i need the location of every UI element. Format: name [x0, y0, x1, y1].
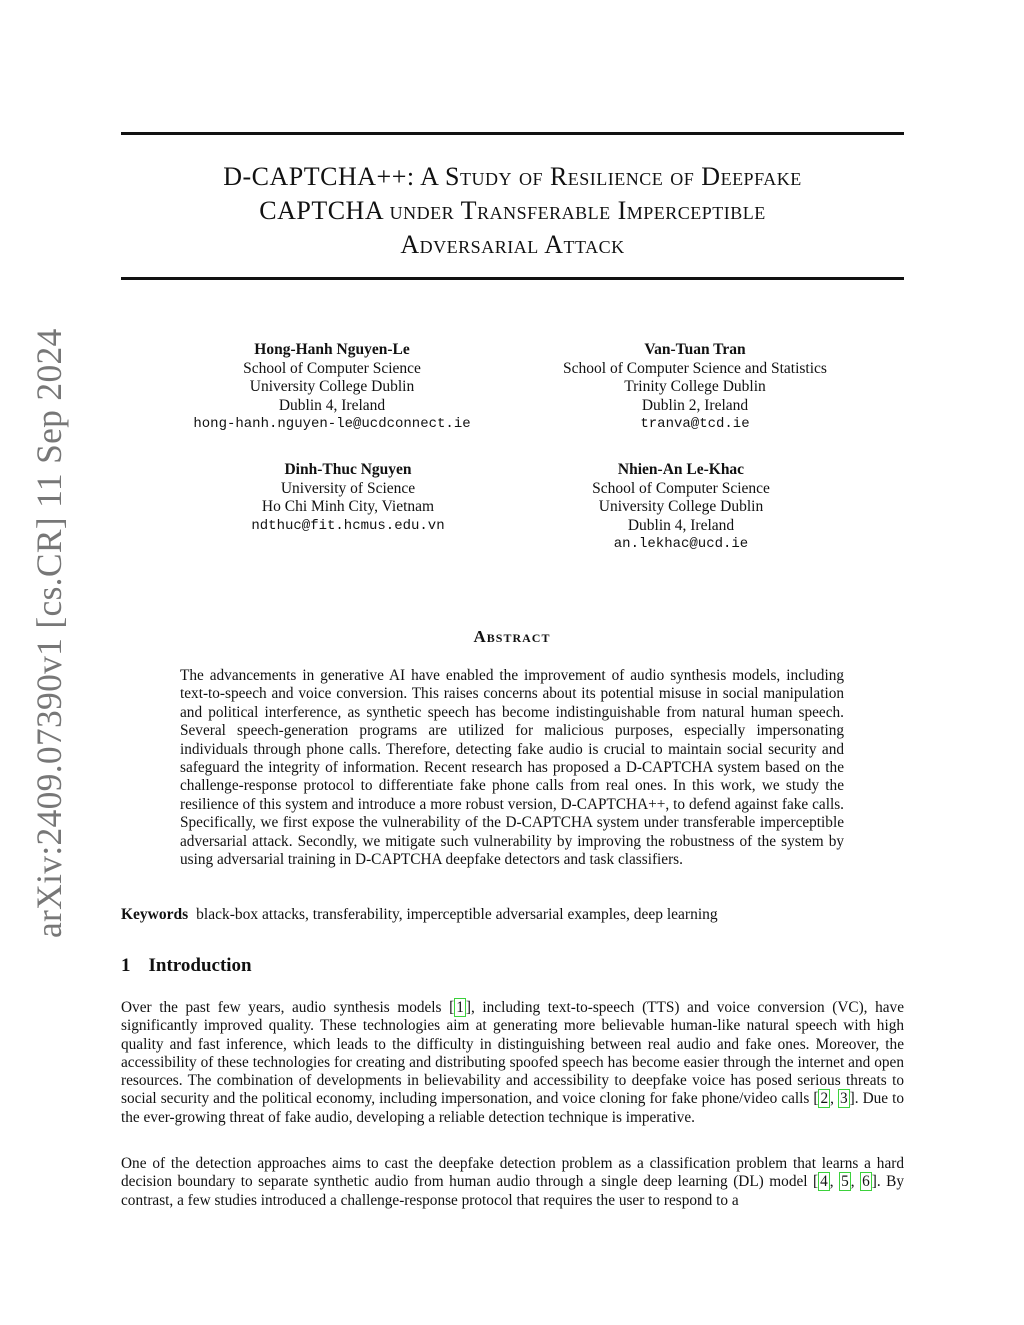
author-affiliation: University College Dublin — [598, 498, 764, 515]
section-title: Introduction — [148, 955, 252, 976]
title-line-3: Adversarial Attack — [400, 230, 625, 259]
author-block-2 — [563, 341, 827, 434]
author-email[interactable]: ndthuc@fit.hcmus.edu.vn — [251, 517, 445, 534]
author-affiliation: Dublin 4, Ireland — [278, 396, 386, 414]
intro-paragraph-2 — [121, 1155, 904, 1210]
citation-link[interactable]: 2 — [820, 1090, 829, 1108]
author-affiliation: School of Computer Science and Statistics — [563, 359, 827, 377]
section-number: 1 — [121, 955, 131, 976]
intro-text: ]. Due to the ever-growing threat of fake audio, developing a reliable detection technique is imperative. — [121, 1090, 905, 1126]
title-line-2: CAPTCHA under Transferable Imperceptible — [259, 196, 766, 225]
intro-text: ], including text-to-speech (TTS) and voice conversion (VC), have significantly improved quality. These technologies aim at generating more believable human-like natural speech with high quality and fast inference, which leads to the difficulty in distinguishing between real audio and fake ones. Moreover, the accessibility of these technologies for creating and distributing spoofed speech has become easier through the internet and open resources. The combination of developments in believability and accessibility to deepfake voice has posed serious threats to social security and the political economy, including impersonation, and voice cloning for fake phone/video calls [ — [121, 999, 904, 1108]
citation-link[interactable]: 6 — [862, 1173, 870, 1191]
author-name: Nhien-An Le-Khac — [617, 461, 745, 478]
title-line-1: D-CAPTCHA++: A Study of Resilience of Deepfake — [223, 162, 802, 191]
citation-link[interactable]: 5 — [841, 1173, 849, 1191]
citation-link[interactable]: 1 — [456, 999, 464, 1016]
intro-text: Over the past few years, audio synthesis models [ — [121, 999, 455, 1016]
author-affiliation: School of Computer Science — [243, 359, 421, 377]
author-email[interactable]: tranva@tcd.ie — [640, 416, 750, 432]
author-affiliation: Trinity College Dublin — [624, 378, 766, 395]
citation-link[interactable]: 3 — [839, 1090, 848, 1108]
citation-link[interactable]: 4 — [820, 1173, 828, 1191]
intro-text: ]. By contrast, a few studies introduced a challenge-response protocol that requires the user to respond to a — [121, 1173, 905, 1209]
author-affiliation: School of Computer Science — [592, 479, 770, 497]
author-affiliation: University of Science — [280, 479, 416, 497]
citation-separator: , — [830, 1090, 838, 1108]
author-affiliation: Dublin 4, Ireland — [627, 516, 735, 534]
author-affiliation: Dublin 2, Ireland — [641, 396, 749, 414]
author-block-1 — [193, 341, 470, 434]
title-rule-top — [121, 132, 904, 135]
keywords-line — [121, 906, 904, 924]
citation-separator: , — [850, 1173, 861, 1191]
keywords-label: Keywords — [121, 906, 189, 923]
author-block-4 — [592, 461, 770, 554]
title-rule-bottom — [121, 277, 904, 280]
intro-text: One of the detection approaches aims to cast the deepfake detection problem as a classification problem that learns a hard decision boundary to separate synthetic audio from human audio through a single deep learning (DL) model [ — [121, 1155, 904, 1191]
paper-title — [121, 160, 904, 262]
abstract-heading: Abstract — [473, 627, 551, 646]
author-affiliation: Ho Chi Minh City, Vietnam — [261, 498, 435, 515]
keywords-text: black-box attacks, transferability, imperceptible adversarial examples, deep learning — [196, 906, 718, 923]
author-email[interactable]: hong-hanh.nguyen-le@ucdconnect.ie — [193, 416, 471, 432]
author-email[interactable]: an.lekhac@ucd.ie — [613, 536, 749, 552]
abstract-body: The advancements in generative AI have enabled the improvement of audio synthesis models, including text-to-speech and voice conversion. This raises concerns about its potential misuse in social manipulation and political interference, as synthetic speech has become indistinguishable from natural human speech. Several speech-generation programs are utilized for malicious purposes, especially impersonating individuals through phone calls. Therefore, detecting fake audio is crucial to maintain social security and safeguard the integrity of information. Recent research has proposed a D-CAPTCHA system based on the challenge-response protocol to differentiate fake phone calls from real ones. In this work, we study the resilience of this system and introduce a more robust version, D-CAPTCHA++, to defend against fake calls. Specifically, we first expose the vulnerability of the D-CAPTCHA system under transferable imperceptible adversarial attack. Secondly, we mitigate such vulnerability by improving the robustness of the system by using adversarial training in D-CAPTCHA deepfake detectors and task classifiers. — [180, 667, 844, 869]
author-name: Dinh-Thuc Nguyen — [284, 461, 412, 478]
author-name: Van-Tuan Tran — [644, 341, 746, 358]
author-name: Hong-Hanh Nguyen-Le — [254, 341, 410, 358]
intro-paragraph-1 — [121, 999, 904, 1127]
section-heading-introduction — [121, 955, 252, 977]
author-affiliation: University College Dublin — [249, 378, 415, 395]
citation-separator: , — [829, 1173, 840, 1191]
author-block-3 — [251, 461, 444, 535]
arxiv-identifier-stamp: arXiv:2409.07390v1 [cs.CR] 11 Sep 2024 — [29, 328, 69, 938]
